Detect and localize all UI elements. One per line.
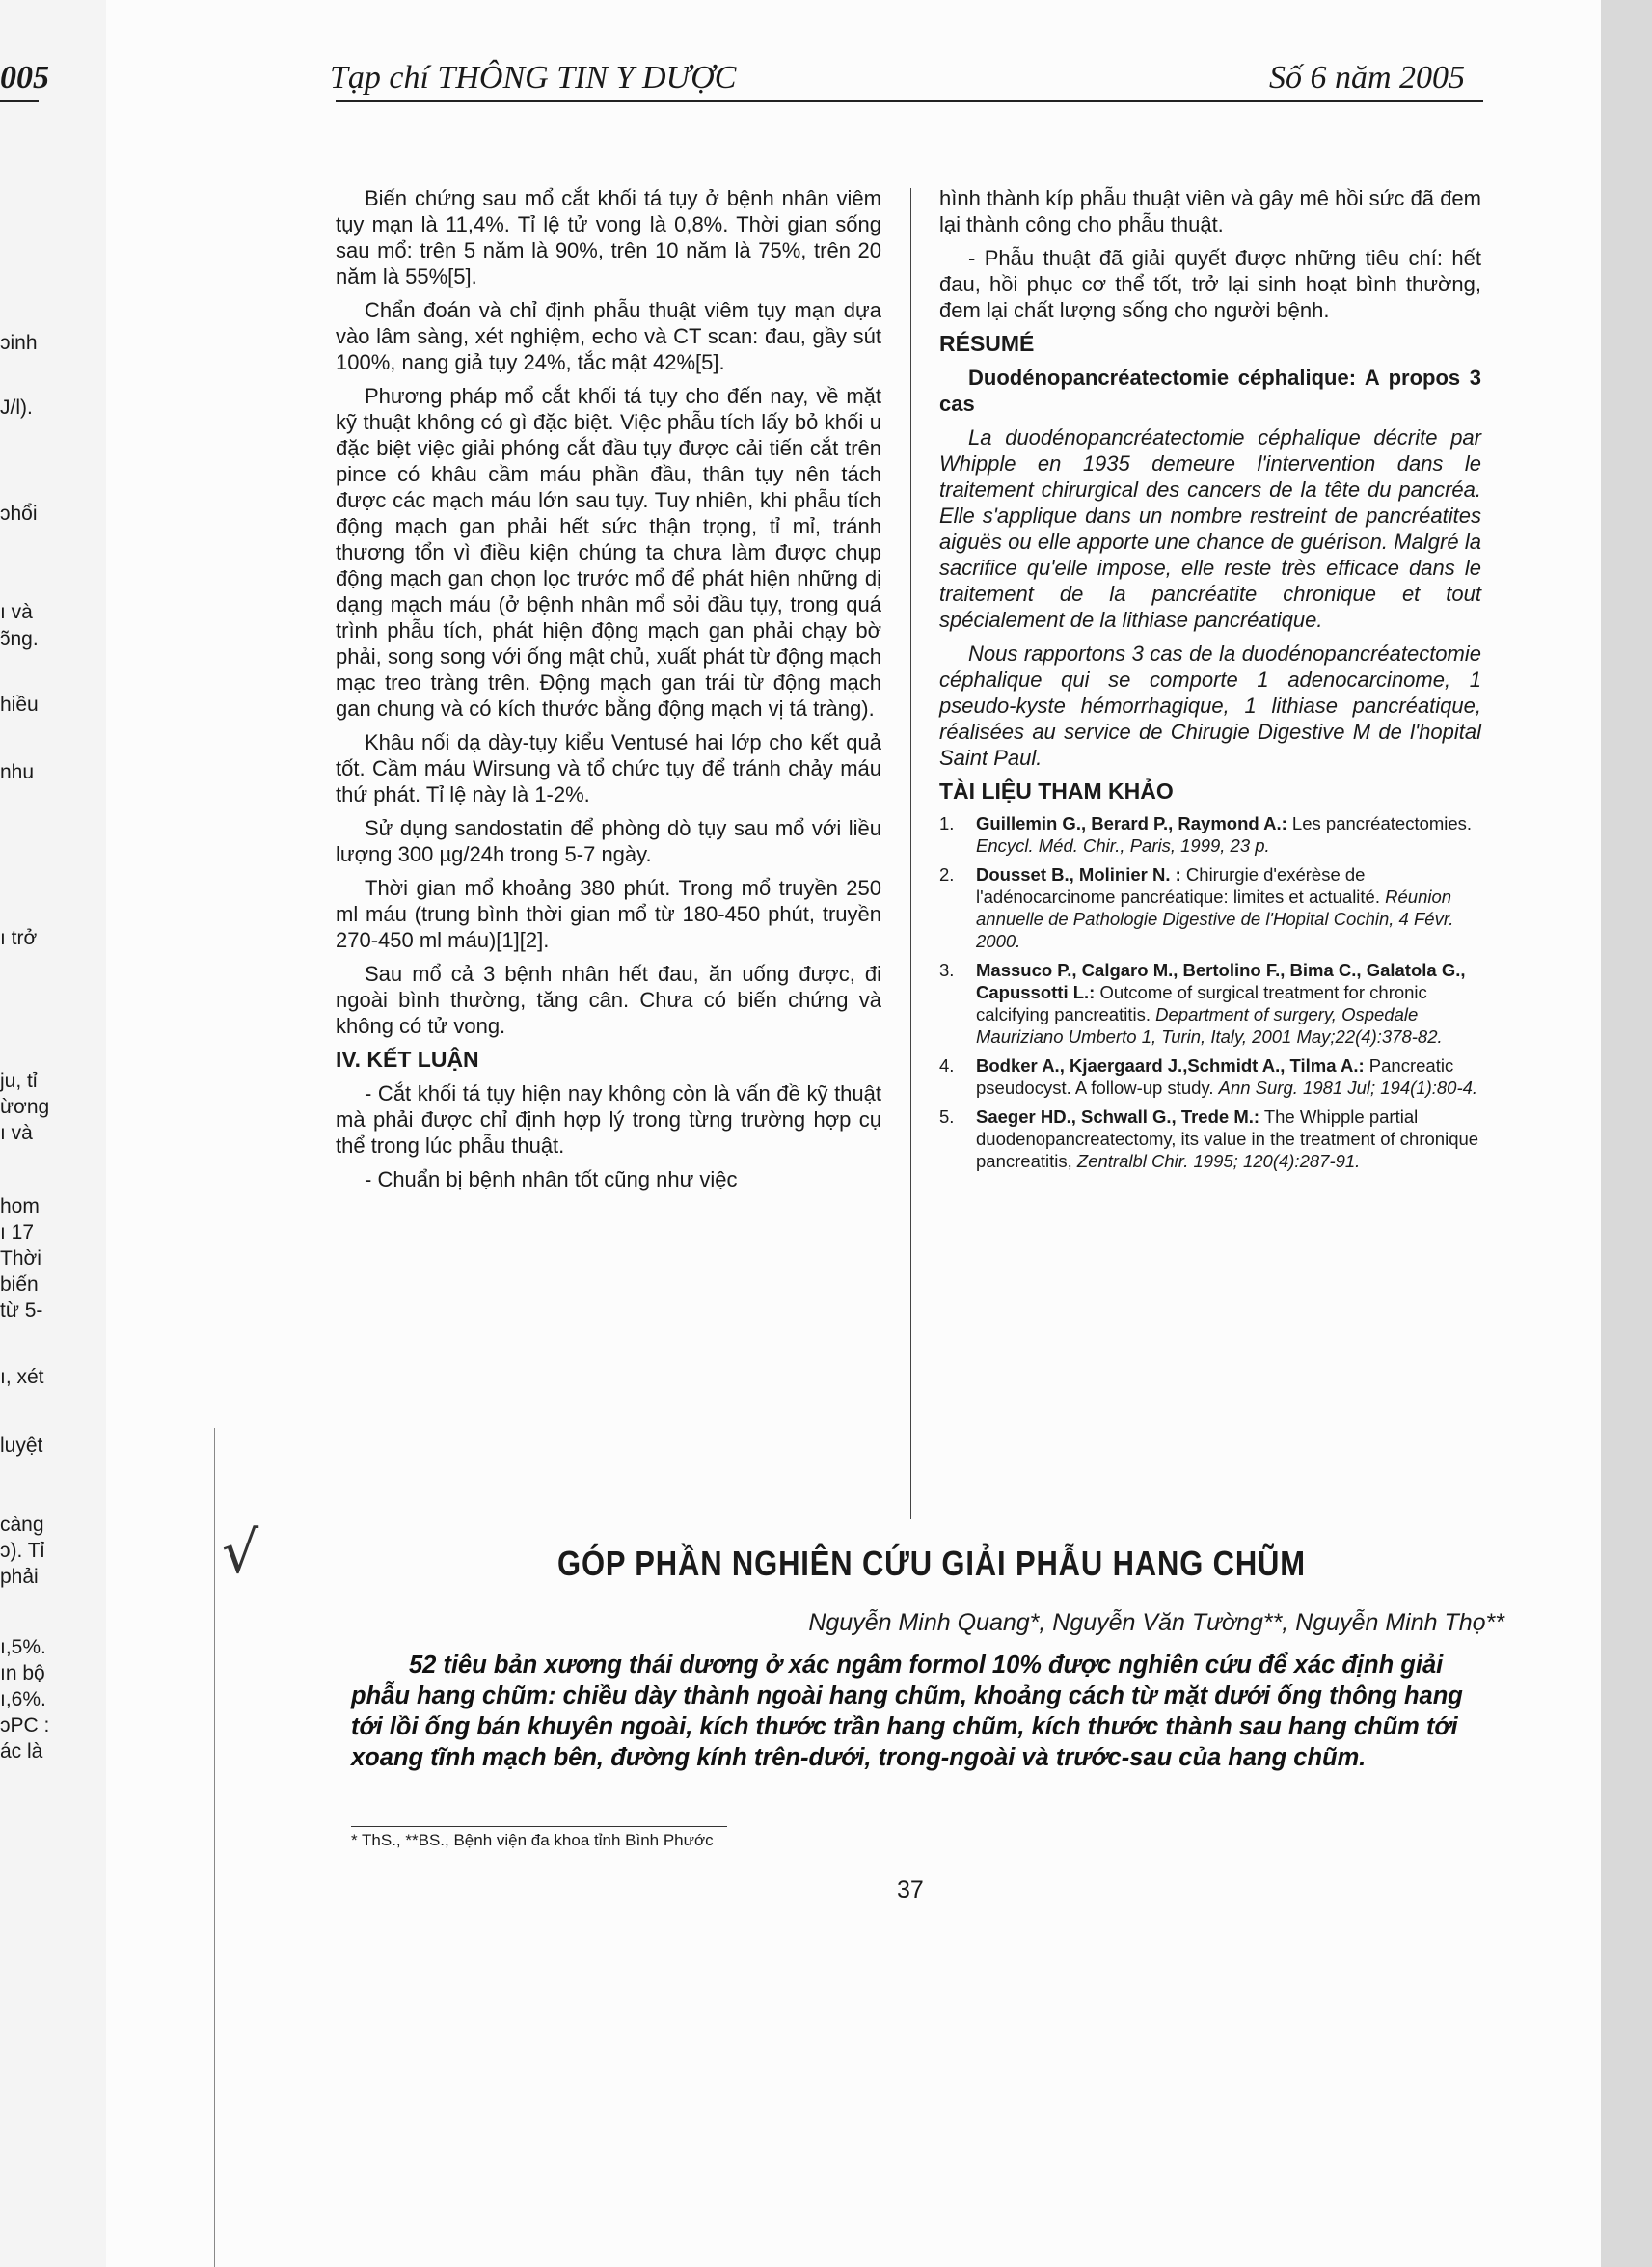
reference-item [939,1106,1481,1172]
margin-fragment: ác là [0,1740,43,1762]
reference-title: Outcome of surgical treatment for chronic calcifying pancreatitis. [976,982,1427,1024]
margin-fragment: ın bộ [0,1662,45,1684]
margin-fragment: hom [0,1195,40,1217]
column-divider [910,188,911,1519]
paragraph: - Phẫu thuật đã giải quyết được những tiêu chí: hết đau, hồi phục cơ thể tốt, trở lại sinh hoạt bình thường, đem lại chất lượng sống cho người bệnh. [939,246,1481,322]
reference-item [939,812,1481,857]
reference-authors: Dousset B., Molinier N. : [976,864,1181,885]
margin-fragment: ı, xét [0,1366,44,1388]
margin-fragment: ı trở [0,927,38,949]
reference-number: 5. [939,1106,955,1127]
resume-paragraph: Nous rapportons 3 cas de la duodénopancréatectomie céphalique qui se comporte 1 adenocarcinome, 1 pseudo-kyste hémorrhagique, 1 lithiase pancréatique, réalisées au service de Chirugie Digestive M de l'hopital Saint Paul. [939,642,1481,770]
reference-item [939,959,1481,1048]
previous-page-number: 005 [0,60,49,96]
margin-fragment: ı và [0,601,33,623]
reference-source: Encycl. Méd. Chir., Paris, 1999, 23 p. [976,835,1270,856]
footnote-rule [351,1826,727,1827]
reference-number: 2. [939,864,955,885]
running-header [0,60,1504,102]
margin-fragment: ɔhổi [0,503,38,525]
right-column [939,185,1481,1179]
margin-fragment: từ 5- [0,1299,43,1322]
reference-source: Department of surgery, Ospedale Mauriziano Umberto 1, Turin, Italy, 2001 May;22(4):378-82. [976,1004,1443,1047]
paragraph: Khâu nối dạ dày-tụy kiểu Ventusé hai lớp cho kết quả tốt. Cầm máu Wirsung và tổ chức tụy để tránh chảy máu thứ phát. Tỉ lệ này là 1-2%. [336,730,881,806]
reference-list [939,812,1481,1172]
reference-source: Zentralbl Chir. 1995; 120(4):287-91. [1076,1151,1361,1171]
margin-fragment: ı và [0,1122,33,1144]
conclusion-paragraph: - Cắt khối tá tụy hiện nay không còn là vấn đề kỹ thuật mà phải được chỉ định hợp lý trong từng trường hợp cụ thể trong lúc phẫu thuật. [336,1081,881,1158]
reference-source: Réunion annuelle de Pathologie Digestive de l'Hopital Cochin, 4 Févr. 2000. [976,887,1454,951]
reference-number: 3. [939,960,955,980]
reference-authors: Saeger HD., Schwall G., Trede M.: [976,1106,1260,1127]
article-authors: Nguyễn Minh Quang*, Nguyễn Văn Tường**, Nguyễn Minh Thọ** [808,1609,1504,1636]
margin-fragment: nhu [0,761,35,783]
resume-heading: RÉSUMÉ [939,331,1035,356]
conclusion-paragraph: - Chuẩn bị bệnh nhân tốt cũng như việc [365,1167,738,1191]
reference-item [939,863,1481,952]
author-footnote: * ThS., **BS., Bệnh viện đa khoa tỉnh Bình Phước [351,1831,714,1849]
margin-fragment: ɔPC : [0,1714,50,1736]
reference-authors: Guillemin G., Berard P., Raymond A.: [976,813,1287,833]
reference-title: Les pancréatectomies. [1286,813,1473,833]
margin-fragment: càng [0,1514,44,1536]
margin-fragment: J/l). [0,396,33,419]
reference-title: Chirurgie d'exérèse de l'adénocarcinome pancréatique: limites et actualité. [976,864,1386,907]
reference-authors: Bodker A., Kjaergaard J.,Schmidt A., Tilma A.: [976,1055,1365,1076]
margin-fragment: ɔ̃ng. [0,628,39,650]
conclusion-heading: IV. KẾT LUẬN [336,1047,479,1072]
paragraph: Phương pháp mổ cắt khối tá tụy cho đến nay, về mặt kỹ thuật không có gì đặc biệt. Việc phẫu tích lấy bỏ khối u đặc biệt việc giải phóng cắt đầu tụy được cải tiến cắt trên pince có khâu cầm máu phần đầu, thân tụy nên tách được các mạch máu lớn sau tụy. Tuy nhiên, khi phẫu tích động mạch gan phải hết sức thận trọng, tỉ mỉ, tránh thương tổn vì điều kiện chúng ta chưa làm được chụp động mạch gan chọn lọc trước mổ để phát hiện những dị dạng mạch máu (ở bệnh nhân mổ sỏi đầu tụy, trong quá trình phẫu tích, phát hiện động mạch gan phải chạy bờ phải, song song với ống mật chủ, xuất phát từ động mạch mạc treo tràng trên. Động mạch gan trái từ động mạch gan chung và có kích thước bằng động mạch vị tá tràng). [336,384,881,721]
margin-fragment: ı 17 [0,1221,35,1243]
reference-authors: Massuco P., Calgaro M., Bertolino F., Bima C., Galatola G., Capussotti L.: [976,960,1466,1002]
margin-fragment: ɔ). Tỉ [0,1540,45,1562]
reference-source: Ann Surg. 1981 Jul; 194(1):80-4. [1218,1078,1478,1098]
resume-paragraph: La duodénopancréatectomie céphalique décrite par Whipple en 1935 demeure l'intervention dans le traitement chirurgical des cancers de la tête du pancréa. Elle s'applique dans un nombre restreint de pancréatites aiguës ou elle apporte une chance de guérison. Malgré la sacrifice qu'elle impose, elle reste très efficace dans le traitement de la pancréatite chronique et tout spécialement de la lithiase pancréatique. [939,425,1481,632]
header-rule-left [0,100,39,102]
article-abstract: 52 tiêu bản xương thái dương ở xác ngâm formol 10% được nghiên cứu để xác định giải phẫu hang chũm: chiều dày thành ngoài hang chũm, khoảng cách từ mặt dưới ống thông hang tới lồi ống bán khuyên ngoài, kích thước trần hang chũm, kích thước thành sau hang chũm tới xoang tĩnh mạch bên, đường kính trên-dưới, trong-ngoài và trước-sau của hang chũm. [351,1652,1463,1771]
paragraph: Sau mổ cả 3 bệnh nhân hết đau, ăn uống được, đi ngoài bình thường, tăng cân. Chưa có biến chứng và không có tử vong. [336,962,881,1038]
scan-fold-line [214,1428,215,2267]
reference-number: 1. [939,813,955,833]
header-rule [336,100,1483,102]
page-number: 37 [897,1876,924,1903]
margin-fragment: ɔinh [0,332,38,354]
reference-item [939,1054,1481,1099]
resume-title: Duodénopancréatectomie céphalique: A propos 3 cas [939,366,1481,416]
margin-fragment: phải [0,1566,39,1588]
paragraph: Biến chứng sau mổ cắt khối tá tụy ở bệnh nhân viêm tụy mạn là 11,4%. Tỉ lệ tử vong là 0,8%. Thời gian sống sau mổ: trên 5 năm là 90%, trên 10 năm là 75%, trên 20 năm là 55%[5]. [336,186,881,288]
left-column [336,185,881,1200]
reference-title: Pancreatic pseudocyst. A follow-up study. [976,1055,1454,1098]
paragraph: Sử dụng sandostatin để phòng dò tụy sau mổ với liều lượng 300 µg/24h trong 5-7 ngày. [336,816,881,866]
margin-fragment: Thời [0,1247,41,1270]
margin-fragment: ju, tỉ [0,1070,38,1092]
margin-fragment: luyệt [0,1434,43,1457]
reference-title: The Whipple partial duodenopancreatectomy, its value in the treatment of chronique pancreatitis, [976,1106,1479,1171]
journal-title: Tạp chí THÔNG TIN Y DƯỢC [330,60,737,96]
paragraph: hình thành kíp phẫu thuật viên và gây mê hồi sức đã đem lại thành công cho phẫu thuật. [939,186,1481,236]
references-heading: TÀI LIỆU THAM KHẢO [939,778,1174,804]
article-title: GÓP PHẦN NGHIÊN CỨU GIẢI PHẪU HANG CHŨM [557,1543,1306,1583]
issue-label: Số 6 năm 2005 [1269,60,1466,96]
paragraph: Thời gian mổ khoảng 380 phút. Trong mổ truyền 250 ml máu (trung bình thời gian mổ từ 180-450 phút, truyền 270-450 ml máu)[1][2]. [336,876,881,952]
margin-fragment: ı,5%. [0,1636,46,1658]
margin-fragment: ı,6%. [0,1688,46,1710]
margin-fragment: ừơng [0,1096,50,1118]
reference-number: 4. [939,1055,955,1076]
margin-fragment: hiều [0,694,39,716]
margin-fragment: biến [0,1273,39,1296]
handwritten-check-mark: √ [222,1519,259,1587]
paragraph: Chẩn đoán và chỉ định phẫu thuật viêm tụy mạn dựa vào lâm sàng, xét nghiệm, echo và CT scan: đau, gầy sút 100%, nang giả tụy 24%, tắc mật 42%[5]. [336,298,881,374]
